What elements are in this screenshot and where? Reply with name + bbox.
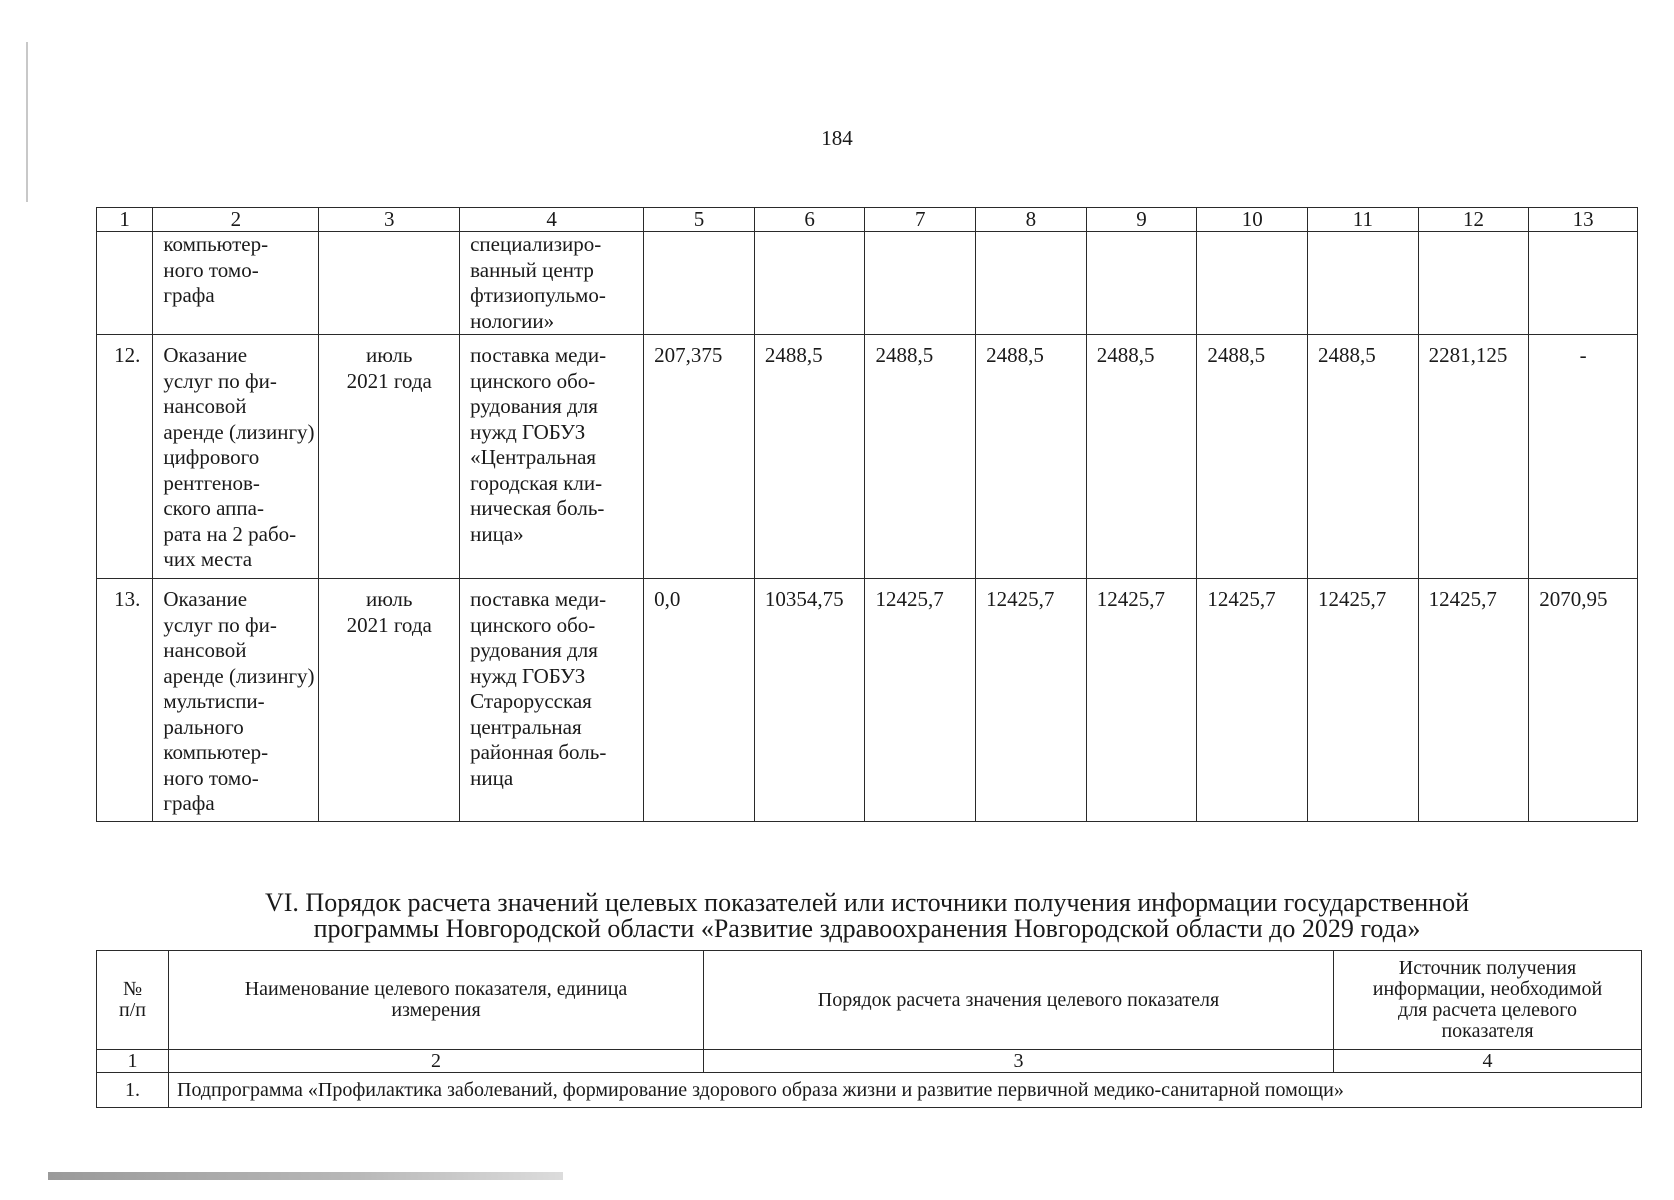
table-cell xyxy=(1418,232,1529,335)
table-cell xyxy=(1308,232,1419,335)
value-cell: 2488,5 xyxy=(976,335,1087,579)
value-cell: 2070,95 xyxy=(1529,579,1638,822)
column-number-row xyxy=(97,1050,1642,1073)
column-header-calculation: Порядок расчета значения целевого показателя xyxy=(704,951,1334,1050)
column-number: 3 xyxy=(704,1050,1334,1073)
table-cell xyxy=(1529,232,1638,335)
value-cell: - xyxy=(1529,335,1638,579)
item-date: июль 2021 года xyxy=(319,579,460,822)
value-cell: 12425,7 xyxy=(976,579,1087,822)
item-name-continued: компьютер- ного томо- графа xyxy=(153,232,319,335)
column-number: 13 xyxy=(1529,208,1638,232)
table-cell xyxy=(754,232,865,335)
table-cell xyxy=(644,232,755,335)
column-header-indicator: Наименование целевого показателя, единица измерения xyxy=(169,951,704,1050)
section-title: VI. Порядок расчета значений целевых показателей или источники получения информации государственной программы Новгородской области «Развитие здравоохранения Новгородской области до 2029 года» xyxy=(265,888,1469,943)
column-number: 9 xyxy=(1086,208,1197,232)
value-cell: 2488,5 xyxy=(1308,335,1419,579)
table-cell xyxy=(865,232,976,335)
column-number: 3 xyxy=(319,208,460,232)
value-cell: 2488,5 xyxy=(865,335,976,579)
value-cell: 2488,5 xyxy=(1197,335,1308,579)
scan-margin-line xyxy=(26,42,28,202)
value-cell: 207,375 xyxy=(644,335,755,579)
row-number: 13. xyxy=(97,579,153,822)
table-row xyxy=(97,579,1638,822)
value-cell: 10354,75 xyxy=(754,579,865,822)
row-number: 12. xyxy=(97,335,153,579)
column-header-number: № п/п xyxy=(97,951,169,1050)
column-number: 10 xyxy=(1197,208,1308,232)
item-purpose: поставка меди- цинского обо- рудования для нужд ГОБУЗ Старорусская центральная районная боль- ница xyxy=(460,579,644,822)
funding-table xyxy=(96,207,1638,822)
column-header-source: Источник получения информации, необходимой для расчета целевого показателя xyxy=(1334,951,1642,1050)
column-number: 6 xyxy=(754,208,865,232)
value-cell: 0,0 xyxy=(644,579,755,822)
value-cell: 12425,7 xyxy=(865,579,976,822)
table-row xyxy=(97,1073,1642,1108)
column-number: 4 xyxy=(460,208,644,232)
table-row xyxy=(97,335,1638,579)
table-cell xyxy=(1086,232,1197,335)
value-cell: 2488,5 xyxy=(1086,335,1197,579)
value-cell: 2488,5 xyxy=(754,335,865,579)
column-number: 7 xyxy=(865,208,976,232)
item-purpose: поставка меди- цинского обо- рудования для нужд ГОБУЗ «Центральная городская кли- ническая боль- ница» xyxy=(460,335,644,579)
scan-artifact-bar xyxy=(48,1172,563,1180)
indicators-table xyxy=(96,950,1642,1108)
page-number: 184 xyxy=(821,126,853,150)
item-purpose-continued: специализиро- ванный центр фтизиопульмо- нологии» xyxy=(460,232,644,335)
item-name: Оказание услуг по фи- нансовой аренде (лизингу) цифрового рентгенов- ского аппа- рата на 2 рабо- чих места xyxy=(153,335,319,579)
item-name: Оказание услуг по фи- нансовой аренде (лизингу) мультиспи- рального компьютер- ного томо- графа xyxy=(153,579,319,822)
column-number: 5 xyxy=(644,208,755,232)
header-row xyxy=(97,951,1642,1050)
value-cell: 12425,7 xyxy=(1308,579,1419,822)
row-number: 1. xyxy=(97,1073,169,1108)
column-number: 11 xyxy=(1308,208,1419,232)
column-number: 1 xyxy=(97,208,153,232)
value-cell: 12425,7 xyxy=(1197,579,1308,822)
column-number: 12 xyxy=(1418,208,1529,232)
value-cell: 2281,125 xyxy=(1418,335,1529,579)
value-cell: 12425,7 xyxy=(1418,579,1529,822)
column-number: 2 xyxy=(169,1050,704,1073)
column-number: 2 xyxy=(153,208,319,232)
column-number: 4 xyxy=(1334,1050,1642,1073)
value-cell: 12425,7 xyxy=(1086,579,1197,822)
table-cell xyxy=(976,232,1087,335)
table-cell xyxy=(319,232,460,335)
continuation-row xyxy=(97,232,1638,335)
subprogram-title: Подпрограмма «Профилактика заболеваний, формирование здорового образа жизни и развитие первичной медико-санитарной помощи» xyxy=(169,1073,1642,1108)
column-number: 8 xyxy=(976,208,1087,232)
table-cell xyxy=(97,232,153,335)
column-number: 1 xyxy=(97,1050,169,1073)
table-cell xyxy=(1197,232,1308,335)
column-number-row xyxy=(97,208,1638,232)
item-date: июль 2021 года xyxy=(319,335,460,579)
